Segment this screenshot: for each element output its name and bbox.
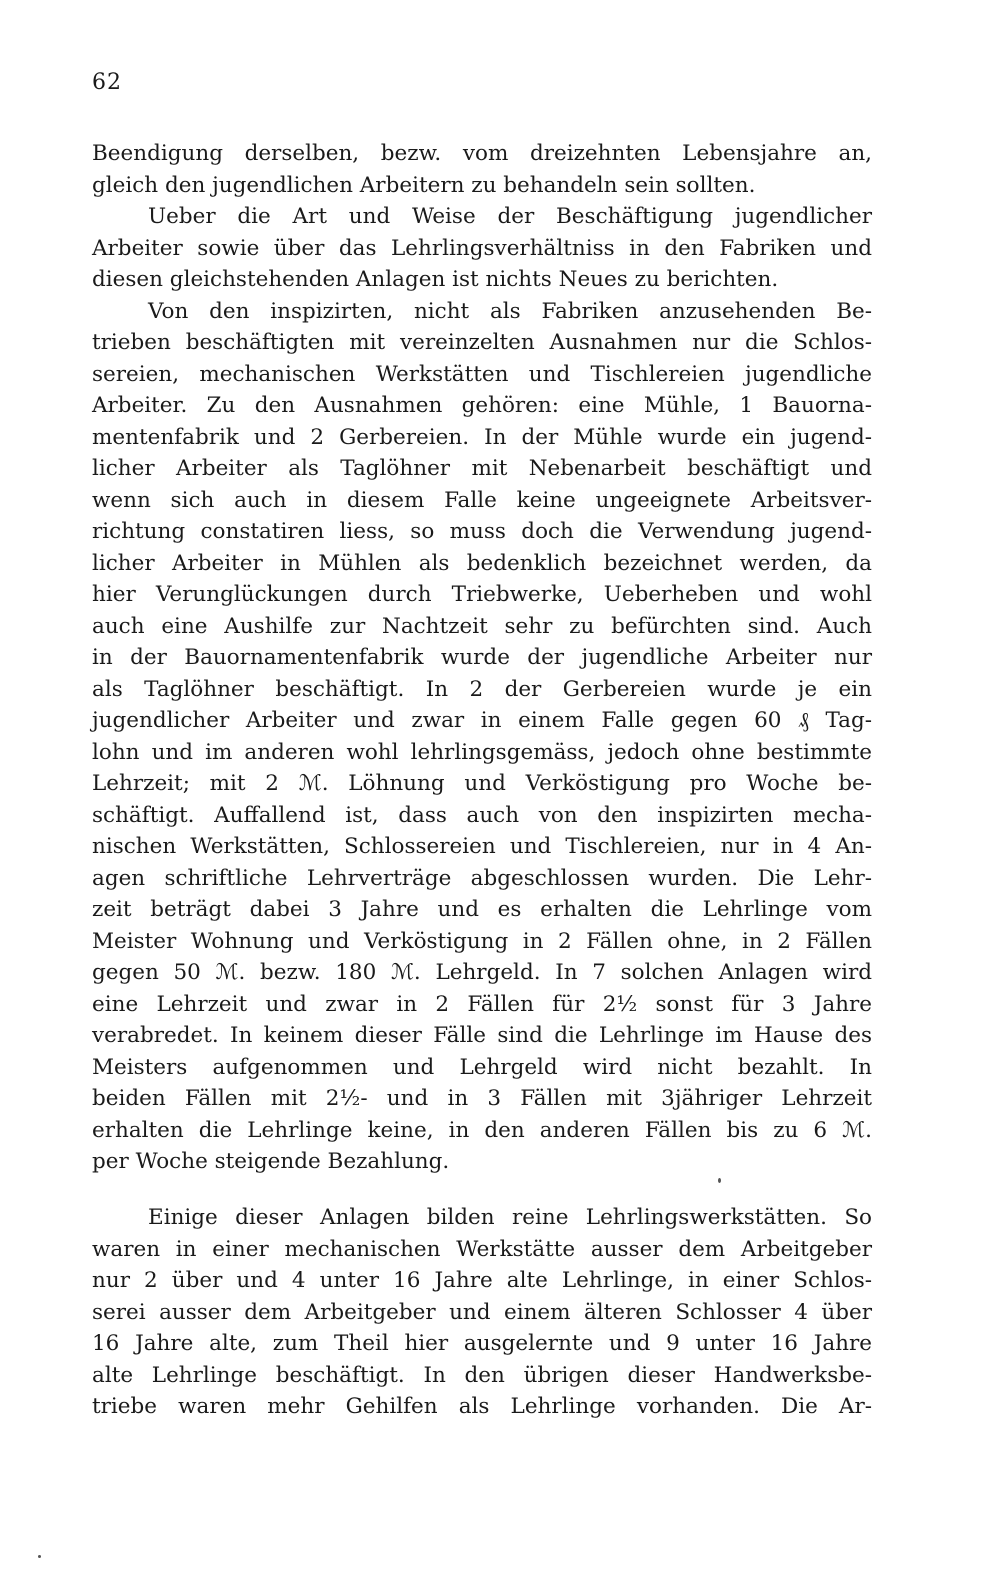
text-line: trieben beschäftigten mit vereinzelten Ausnahmen nur die Schlos- — [92, 330, 872, 355]
text-line: serei ausser dem Arbeitgeber und einem älteren Schlosser 4 über — [92, 1299, 872, 1325]
print-speck — [718, 1178, 721, 1183]
text-line: Von den inspizirten, nicht als Fabriken anzusehenden Be- — [148, 298, 872, 324]
text-line: lohn und im anderen wohl lehrlingsgemäss, jedoch ohne bestimmte — [92, 739, 872, 765]
text-line: alte Lehrlinge beschäftigt. In den übrigen dieser Handwerksbe- — [92, 1362, 872, 1388]
text-line: hier Verunglückungen durch Triebwerke, Ueberheben und wohl — [92, 582, 872, 607]
paragraph — [92, 201, 872, 296]
paragraph — [92, 1202, 872, 1423]
text-line: beiden Fällen mit 2½- und in 3 Fällen mit 3jähriger Lehrzeit — [92, 1086, 872, 1111]
text-line: verabredet. In keinem dieser Fälle sind die Lehrlinge im Hause des — [92, 1023, 872, 1048]
text-line: zeit beträgt dabei 3 Jahre und es erhalten die Lehrlinge vom — [92, 897, 872, 922]
text-line: schäftigt. Auffallend ist, dass auch von den inspizirten mecha- — [92, 802, 872, 828]
text-line: nischen Werkstätten, Schlossereien und Tischlereien, nur in 4 An- — [92, 834, 872, 859]
paragraph — [92, 138, 872, 201]
text-line: auch eine Aushilfe zur Nachtzeit sehr zu befürchten sind. Auch — [92, 613, 872, 639]
text-line: per Woche steigende Bezahlung. — [92, 1149, 450, 1174]
text-column-lower — [92, 1202, 872, 1423]
text-line: Ueber die Art und Weise der Beschäftigung jugendlicher — [148, 204, 872, 229]
text-line: Arbeiter. Zu den Ausnahmen gehören: eine Mühle, 1 Bauorna- — [92, 393, 872, 418]
text-line: agen schriftliche Lehrverträge abgeschlossen wurden. Die Lehr- — [92, 865, 872, 891]
text-line: in der Bauornamentenfabrik wurde der jugendliche Arbeiter nur — [92, 645, 872, 670]
text-line: Meister Wohnung und Verköstigung in 2 Fällen ohne, in 2 Fällen — [92, 928, 872, 954]
text-line: diesen gleichstehenden Anlagen ist nichts Neues zu berichten. — [92, 267, 779, 292]
text-line: licher Arbeiter als Taglöhner mit Nebenarbeit beschäftigt und — [92, 456, 872, 481]
text-line: Einige dieser Anlagen bilden reine Lehrlingswerkstätten. So — [148, 1205, 872, 1230]
text-line: triebe waren mehr Gehilfen als Lehrlinge vorhanden. Die Ar- — [92, 1394, 872, 1419]
text-line: richtung constatiren liess, so muss doch die Verwendung jugend- — [92, 519, 872, 544]
text-line: mentenfabrik und 2 Gerbereien. In der Mühle wurde ein jugend- — [92, 424, 872, 450]
text-line: Meisters aufgenommen und Lehrgeld wird nicht bezahlt. In — [92, 1054, 872, 1080]
page-number: 62 — [92, 70, 122, 95]
paragraph — [92, 296, 872, 1178]
text-line: 16 Jahre alte, zum Theil hier ausgelernte und 9 unter 16 Jahre — [92, 1331, 872, 1356]
text-line: Arbeiter sowie über das Lehrlingsverhältniss in den Fabriken und — [92, 235, 872, 261]
text-line: waren in einer mechanischen Werkstätte ausser dem Arbeitgeber — [92, 1236, 872, 1262]
text-line: nur 2 über und 4 unter 16 Jahre alte Lehrlinge, in einer Schlos- — [92, 1268, 872, 1293]
text-line: licher Arbeiter in Mühlen als bedenklich bezeichnet werden, da — [92, 550, 872, 576]
text-line: erhalten die Lehrlinge keine, in den anderen Fällen bis zu 6 ℳ. — [92, 1117, 872, 1143]
text-line: eine Lehrzeit und zwar in 2 Fällen für 2½ sonst für 3 Jahre — [92, 991, 872, 1017]
text-line: gegen 50 ℳ. bezw. 180 ℳ. Lehrgeld. In 7 solchen Anlagen wird — [92, 960, 872, 985]
text-line: gleich den jugendlichen Arbeitern zu behandeln sein sollten. — [92, 172, 756, 198]
text-column-upper — [92, 138, 872, 1178]
print-speck — [38, 1555, 41, 1558]
text-line: Lehrzeit; mit 2 ℳ. Löhnung und Verköstigung pro Woche be- — [92, 771, 872, 796]
text-line: sereien, mechanischen Werkstätten und Tischlereien jugendliche — [92, 361, 872, 387]
text-line: Beendigung derselben, bezw. vom dreizehnten Lebensjahre an, — [92, 141, 872, 166]
text-line: jugendlicher Arbeiter und zwar in einem Falle gegen 60 ₰ Tag- — [92, 708, 872, 733]
text-line: als Taglöhner beschäftigt. In 2 der Gerbereien wurde je ein — [92, 676, 872, 702]
text-line: wenn sich auch in diesem Falle keine ungeeignete Arbeitsver- — [92, 487, 872, 513]
